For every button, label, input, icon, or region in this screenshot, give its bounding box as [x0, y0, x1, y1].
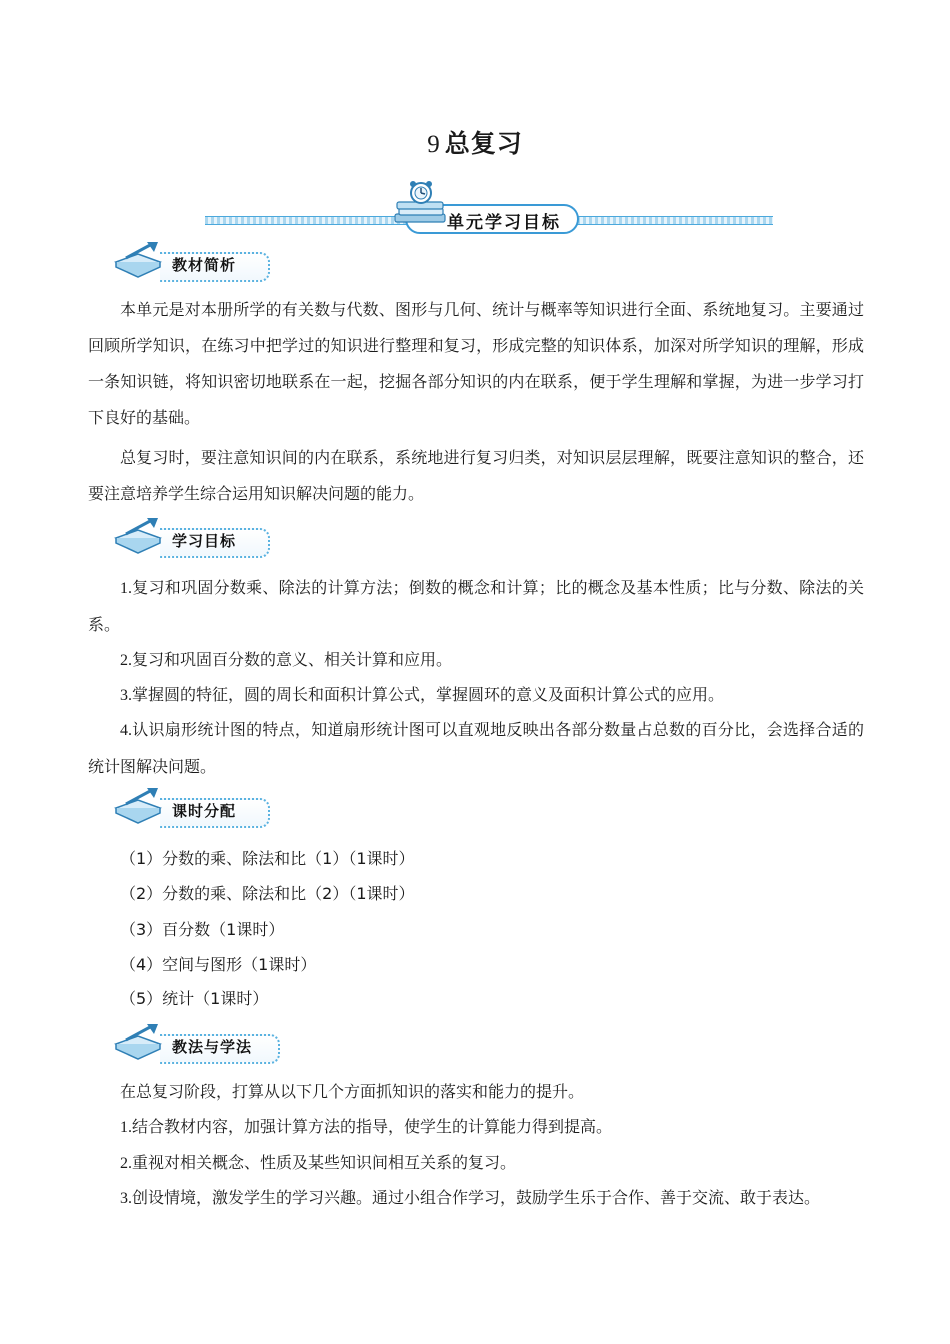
method-item-1: 1.结合教材内容，加强计算方法的指导，使学生的计算能力得到提高。 — [120, 1117, 613, 1136]
page-title — [0, 124, 950, 160]
method-item-3: 3.创设情境，激发学生的学习兴趣。通过小组合作学习，鼓励学生乐于合作、善于交流、敢于表达。 — [120, 1188, 821, 1207]
schedule-item: （3）百分数（1课时） — [120, 920, 285, 939]
section-header-goals — [112, 516, 272, 558]
open-book-arrow-icon — [112, 786, 172, 830]
section-header-analysis — [112, 240, 272, 282]
chapter-number: 9 — [427, 131, 441, 158]
schedule-item: （5）统计（1课时） — [120, 989, 269, 1008]
goal-item-3: 3.掌握圆的特征，圆的周长和面积计算公式，掌握圆环的意义及面积计算公式的应用。 — [120, 685, 725, 704]
analysis-paragraph-1: 本单元是对本册所学的有关数与代数、图形与几何、统计与概率等知识进行全面、系统地复习。主要通过回顾所学知识，在练习中把学过的知识进行整理和复习，形成完整的知识体系，加深对所学知识的理解，形成一条知识链，将知识密切地联系在一起，挖掘各部分知识的内在联系，便于学生理解和掌握，为进一步学习打下良好的基础。 — [88, 300, 864, 427]
open-book-arrow-icon — [112, 516, 172, 560]
methods-intro: 在总复习阶段，打算从以下几个方面抓知识的落实和能力的提升。 — [120, 1082, 585, 1101]
goal-item-1: 1.复习和巩固分数乘、除法的计算方法；倒数的概念和计算；比的概念及基本性质；比与分数、除法的关系。 — [88, 578, 864, 634]
method-item-2: 2.重视对相关概念、性质及某些知识间相互关系的复习。 — [120, 1153, 517, 1172]
schedule-item: （2）分数的乘、除法和比（2）（1课时） — [120, 884, 415, 903]
section-heading: 课时分配 — [172, 802, 237, 820]
section-heading: 教法与学法 — [172, 1038, 253, 1056]
section-heading: 教材简析 — [172, 256, 237, 274]
open-book-arrow-icon — [112, 1022, 172, 1066]
schedule-item: （4）空间与图形（1课时） — [120, 955, 317, 974]
goal-item-4: 4.认识扇形统计图的特点，知道扇形统计图可以直观地反映出各部分数量占总数的百分比，会选择合适的统计图解决问题。 — [88, 720, 864, 776]
banner-label: 单元学习目标 — [447, 213, 561, 233]
section-header-methods — [112, 1022, 272, 1064]
open-book-arrow-icon — [112, 240, 172, 284]
analysis-paragraph-2: 总复习时，要注意知识间的内在联系，系统地进行复习归类，对知识层层理解，既要注意知识的整合，还要注意培养学生综合运用知识解决问题的能力。 — [88, 448, 864, 503]
unit-goals-banner — [205, 180, 773, 233]
goal-item-2: 2.复习和巩固百分数的意义、相关计算和应用。 — [120, 650, 453, 669]
schedule-item: （1）分数的乘、除法和比（1）（1课时） — [120, 849, 415, 868]
chapter-title: 总复习 — [444, 129, 523, 158]
section-heading: 学习目标 — [172, 532, 237, 550]
section-header-schedule — [112, 786, 272, 828]
clock-on-books-icon — [391, 180, 451, 230]
